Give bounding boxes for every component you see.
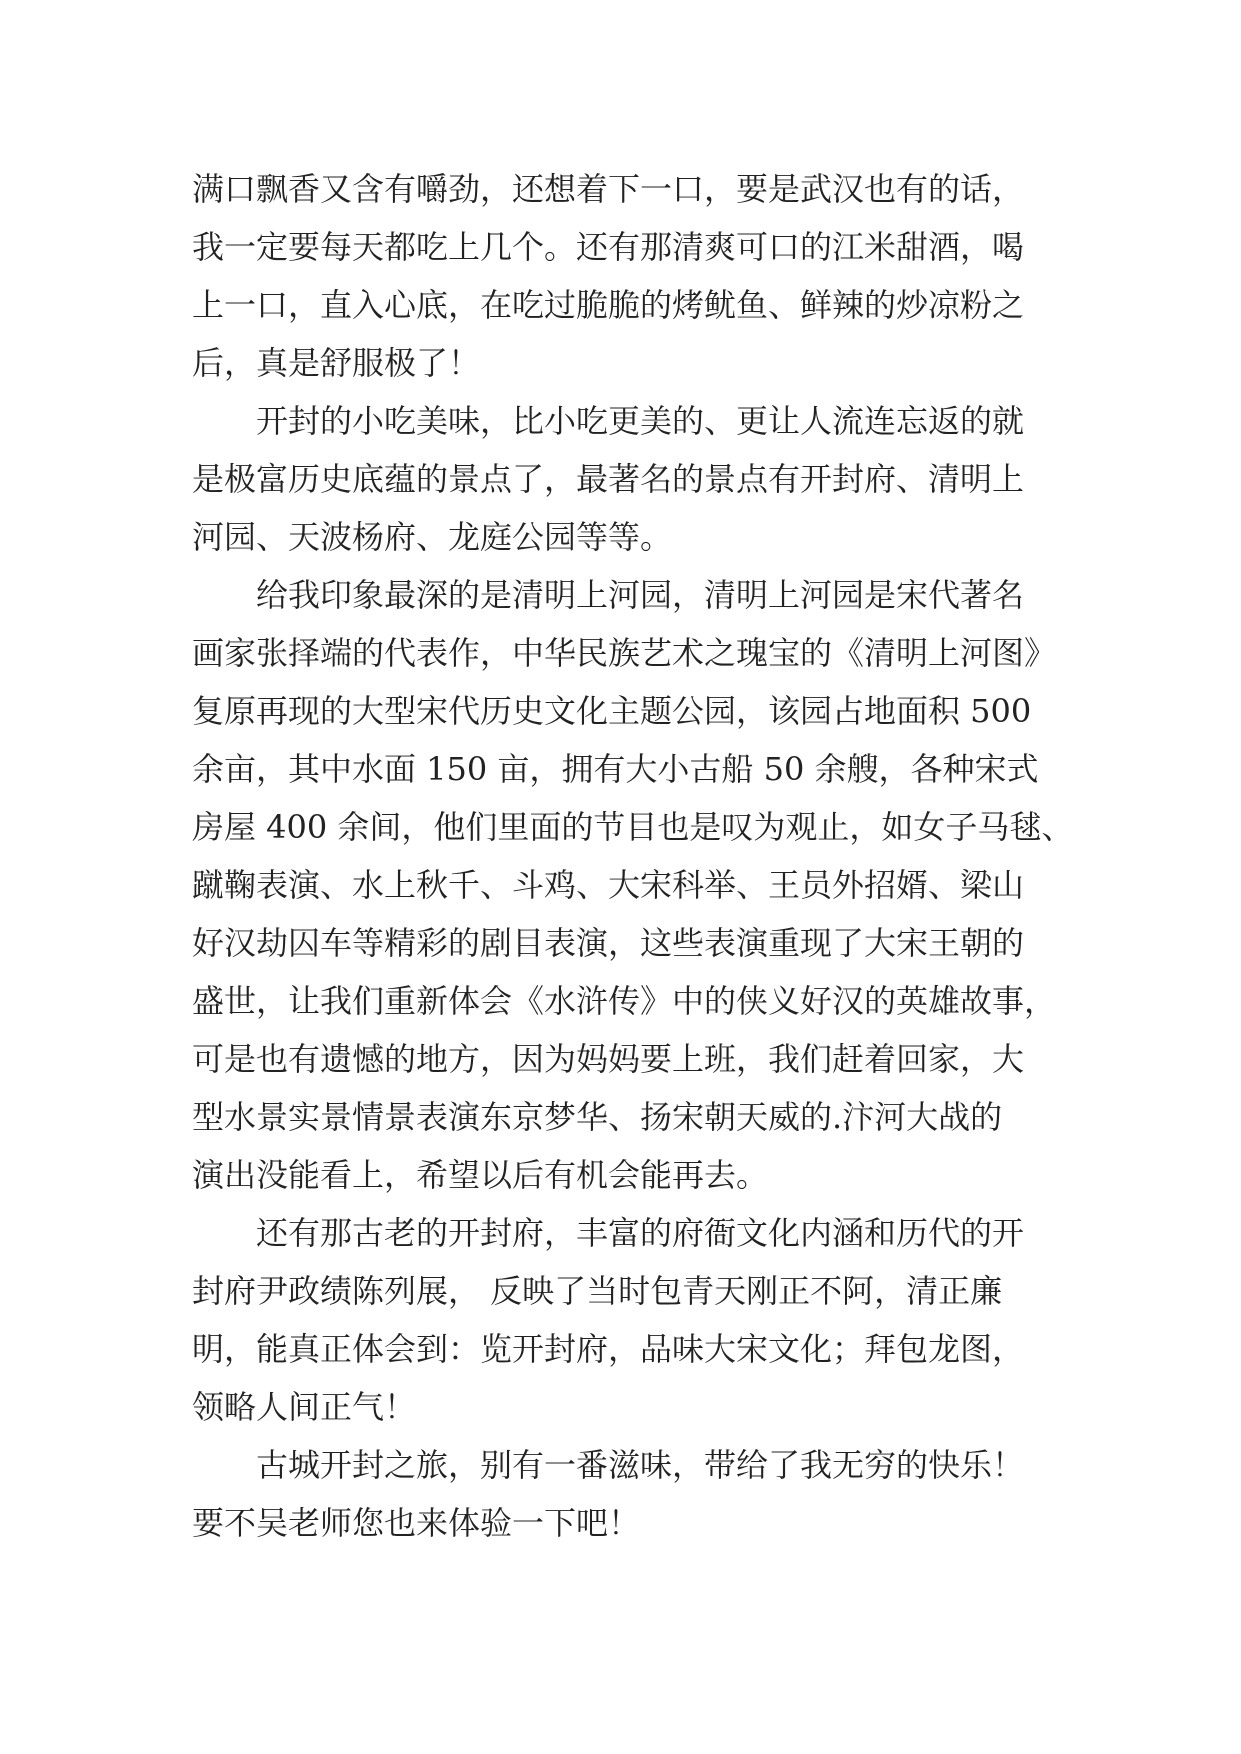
text-line: 好汉劫囚车等精彩的剧目表演，这些表演重现了大宋王朝的 xyxy=(192,924,1025,962)
text-line: 房屋 400 余间，他们里面的节目也是叹为观止，如女子马毬、 xyxy=(192,808,1074,846)
paragraph-scenic-spots xyxy=(192,392,1052,566)
text-line: 上一口，直入心底，在吃过脆脆的烤鱿鱼、鲜辣的炒凉粉之 xyxy=(192,286,1025,324)
text-line: 给我印象最深的是清明上河园，清明上河园是宋代著名 xyxy=(256,576,1025,614)
text-line: 封府尹政绩陈列展， 反映了当时包青天刚正不阿，清正廉 xyxy=(192,1272,1003,1310)
text-line: 古城开封之旅，别有一番滋味，带给了我无穷的快乐！ xyxy=(256,1446,1025,1484)
text-line: 领略人间正气！ xyxy=(192,1388,417,1426)
text-line: 画家张择端的代表作，中华民族艺术之瑰宝的《清明上河图》 xyxy=(192,634,1057,672)
essay-body xyxy=(192,160,1074,1552)
text-line: 型水景实景情景表演东京梦华、扬宋朝天威的.汴河大战的 xyxy=(192,1098,1003,1136)
paragraph-snacks-continued xyxy=(192,160,1052,392)
text-line: 还有那古老的开封府，丰富的府衙文化内涵和历代的开 xyxy=(256,1214,1025,1252)
paragraph-qingming-park xyxy=(192,566,1074,1204)
text-line: 是极富历史底蕴的景点了，最著名的景点有开封府、清明上 xyxy=(192,460,1025,498)
text-line: 明，能真正体会到：览开封府，品味大宋文化；拜包龙图， xyxy=(192,1330,1025,1368)
paragraph-kaifeng-fu xyxy=(192,1204,1052,1436)
text-line: 演出没能看上，希望以后有机会能再去。 xyxy=(192,1156,769,1194)
text-line: 我一定要每天都吃上几个。还有那清爽可口的江米甜酒，喝 xyxy=(192,228,1025,266)
text-line: 蹴鞠表演、水上秋千、斗鸡、大宋科举、王员外招婿、梁山 xyxy=(192,866,1025,904)
text-line: 后，真是舒服极了！ xyxy=(192,344,481,382)
text-line: 复原再现的大型宋代历史文化主题公园，该园占地面积 500 xyxy=(192,692,1032,730)
text-line: 可是也有遗憾的地方，因为妈妈要上班，我们赶着回家，大 xyxy=(192,1040,1025,1078)
paragraph-conclusion xyxy=(192,1436,1052,1552)
text-line: 余亩，其中水面 150 亩，拥有大小古船 50 余艘，各种宋式 xyxy=(192,750,1039,788)
text-line: 盛世，让我们重新体会《水浒传》中的侠义好汉的英雄故事， xyxy=(192,982,1057,1020)
text-line: 要不吴老师您也来体验一下吧！ xyxy=(192,1504,641,1542)
text-line: 开封的小吃美味，比小吃更美的、更让人流连忘返的就 xyxy=(256,402,1025,440)
text-line: 河园、天波杨府、龙庭公园等等。 xyxy=(192,518,673,556)
text-line: 满口飘香又含有嚼劲，还想着下一口，要是武汉也有的话， xyxy=(192,170,1025,208)
